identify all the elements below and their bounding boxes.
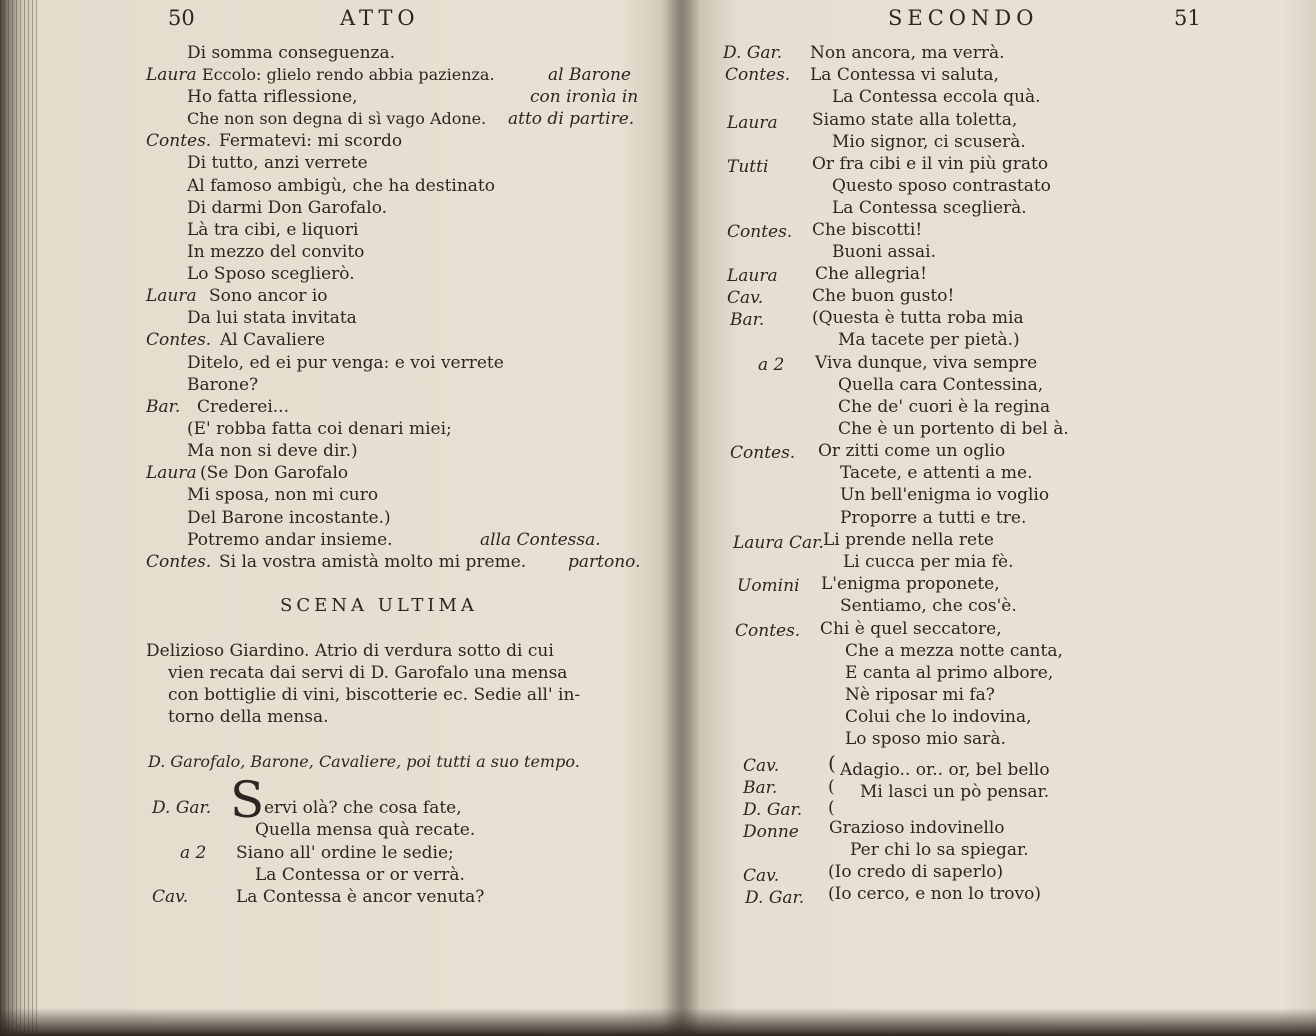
- running-head-right: SECONDO: [888, 6, 1039, 30]
- verse-line: Mi lasci un pò pensar.: [860, 782, 1050, 802]
- scene-description-line: vien recata dai servi di D. Garofalo una mensa: [168, 663, 568, 683]
- verse-line: Li cucca per mia fè.: [843, 552, 1014, 572]
- speaker-label: D. Gar.: [745, 888, 805, 908]
- verse-line: Mio signor, ci scuserà.: [832, 132, 1026, 152]
- verse-line: Proporre a tutti e tre.: [840, 508, 1027, 528]
- verse-line: Crederei...: [197, 397, 289, 417]
- verse-line: Colui che lo indovina,: [845, 707, 1032, 727]
- verse-line: Quella cara Contessina,: [838, 375, 1044, 395]
- characters-line: D. Garofalo, Barone, Cavaliere, poi tutti a suo tempo.: [148, 752, 580, 771]
- verse-line: Grazioso indovinello: [829, 818, 1005, 838]
- verse-line: Quella mensa quà recate.: [255, 820, 476, 840]
- verse-line: Or zitti come un oglio: [818, 441, 1006, 461]
- speaker-label: Tutti: [727, 157, 769, 177]
- stage-direction: al Barone: [548, 65, 631, 85]
- verse-line: Potremo andar insieme.: [187, 530, 393, 550]
- stage-direction: partono.: [568, 552, 641, 572]
- speaker-label: Contes.: [146, 131, 212, 151]
- verse-line: Che a mezza notte canta,: [845, 641, 1063, 661]
- verse-line: Per chi lo sa spiegar.: [850, 840, 1029, 860]
- bracket-mark: (: [828, 751, 836, 775]
- verse-line: Si la vostra amistà molto mi preme.: [219, 552, 527, 572]
- verse-line: Siamo state alla toletta,: [812, 110, 1018, 130]
- verse-line: Nè riposar mi fa?: [845, 685, 995, 705]
- scene-description-line: torno della mensa.: [168, 707, 329, 727]
- verse-line: La Contessa sceglierà.: [832, 198, 1027, 218]
- verse-line: Ma non si deve dir.): [187, 441, 358, 461]
- verse-line: (E' robba fatta coi denari miei;: [187, 419, 452, 439]
- speaker-label: Contes.: [730, 443, 796, 463]
- speaker-label: a 2: [758, 355, 785, 375]
- speaker-label: Bar.: [146, 397, 181, 417]
- speaker-label: Laura: [727, 113, 778, 133]
- verse-line: Non ancora, ma verrà.: [810, 43, 1005, 63]
- speaker-label: a 2: [180, 843, 207, 863]
- speaker-label: Laura: [146, 65, 197, 85]
- verse-line: Lo Sposo sceglierò.: [187, 264, 355, 284]
- bracket-mark: (: [828, 798, 835, 818]
- verse-line: Questo sposo contrastato: [832, 176, 1051, 196]
- running-head-left: ATTO: [340, 6, 420, 30]
- scene-description-line: con bottiglie di vini, biscotterie ec. Sedie all' in-: [168, 685, 581, 705]
- speaker-label: Contes.: [727, 222, 793, 242]
- verse-line: Da lui stata invitata: [187, 308, 357, 328]
- verse-line: Ma tacete per pietà.): [838, 330, 1020, 350]
- verse-line: Che non son degna di sì vago Adone.: [187, 109, 487, 128]
- speaker-label: Cav.: [743, 756, 780, 776]
- verse-line: In mezzo del convito: [187, 242, 365, 262]
- speaker-label: Contes.: [735, 621, 801, 641]
- verse-line: Or fra cibi e il vin più grato: [812, 154, 1049, 174]
- verse-line: Che buon gusto!: [812, 286, 955, 306]
- speaker-label: D. Gar.: [152, 798, 212, 818]
- bracket-mark: (: [828, 777, 835, 797]
- verse-line: Di somma conseguenza.: [187, 43, 396, 63]
- page-number-right: 51: [1174, 6, 1201, 30]
- speaker-label: Cav.: [152, 887, 189, 907]
- verse-line: Sono ancor io: [209, 286, 328, 306]
- speaker-label: Laura: [727, 266, 778, 286]
- verse-line: Ho fatta riflessione,: [187, 87, 358, 107]
- verse-line: Ditelo, ed ei pur venga: e voi verrete: [187, 353, 504, 373]
- scene-description-line: Delizioso Giardino. Atrio di verdura sotto di cui: [146, 641, 554, 661]
- verse-line: Sentiamo, che cos'è.: [840, 596, 1017, 616]
- verse-line: Che allegria!: [815, 264, 927, 284]
- verse-line: Barone?: [187, 375, 259, 395]
- verse-line: Al famoso ambigù, che ha destinato: [187, 176, 495, 196]
- verse-line: E canta al primo albore,: [845, 663, 1054, 683]
- verse-line: Eccolo: glielo rendo abbia pazienza.: [202, 65, 495, 84]
- verse-line: Che de' cuori è la regina: [838, 397, 1051, 417]
- verse-line: La Contessa vi saluta,: [810, 65, 999, 85]
- verse-line: (Se Don Garofalo: [200, 463, 349, 483]
- verse-line: (Io cerco, e non lo trovo): [828, 884, 1041, 904]
- page-edges: [0, 0, 40, 1036]
- speaker-label: Cav.: [743, 866, 780, 886]
- stage-direction: atto di partire.: [508, 109, 635, 129]
- verse-line: Un bell'enigma io voglio: [840, 485, 1050, 505]
- verse-line: Adagio.. or.. or, bel bello: [840, 760, 1050, 780]
- speaker-label: D. Gar.: [723, 43, 783, 63]
- verse-line: (Io credo di saperlo): [828, 862, 1004, 882]
- verse-line: Mi sposa, non mi curo: [187, 485, 379, 505]
- speaker-label: Laura: [146, 463, 197, 483]
- verse-line: Buoni assai.: [832, 242, 937, 262]
- verse-line: Là tra cibi, e liquori: [187, 220, 359, 240]
- speaker-label: Donne: [743, 822, 799, 842]
- verse-line: La Contessa or or verrà.: [255, 865, 465, 885]
- verse-line: Al Cavaliere: [220, 330, 326, 350]
- verse-line: ervi olà? che cosa fate,: [264, 798, 462, 818]
- verse-line: Li prende nella rete: [823, 530, 994, 550]
- stage-direction: alla Contessa.: [480, 530, 601, 550]
- speaker-label: Contes.: [725, 65, 791, 85]
- verse-line: Di tutto, anzi verrete: [187, 153, 368, 173]
- verse-line: La Contessa eccola quà.: [832, 87, 1041, 107]
- stage-direction: con ironìa in: [530, 87, 639, 107]
- book-gutter: [660, 0, 700, 1036]
- speaker-label: D. Gar.: [743, 800, 803, 820]
- verse-line: Di darmi Don Garofalo.: [187, 198, 388, 218]
- verse-line: (Questa è tutta roba mia: [812, 308, 1024, 328]
- verse-line: La Contessa è ancor venuta?: [236, 887, 485, 907]
- verse-line: Che biscotti!: [812, 220, 923, 240]
- scene-title: SCENA ULTIMA: [280, 595, 478, 616]
- speaker-label: Cav.: [727, 288, 764, 308]
- verse-line: L'enigma proponete,: [821, 574, 1000, 594]
- verse-line: Lo sposo mio sarà.: [845, 729, 1006, 749]
- verse-line: Chi è quel seccatore,: [820, 619, 1002, 639]
- speaker-label: Bar.: [743, 778, 778, 798]
- verse-line: Fermatevi: mi scordo: [219, 131, 403, 151]
- speaker-label: Laura Car.: [733, 533, 824, 553]
- verse-line: Che è un portento di bel à.: [838, 419, 1069, 439]
- verse-line: Viva dunque, viva sempre: [815, 353, 1038, 373]
- drop-cap: S: [230, 771, 265, 829]
- speaker-label: Bar.: [730, 310, 765, 330]
- verse-line: Del Barone incostante.): [187, 508, 391, 528]
- speaker-label: Uomini: [737, 576, 800, 596]
- verse-line: Siano all' ordine le sedie;: [236, 843, 454, 863]
- speaker-label: Contes.: [146, 330, 212, 350]
- page-number-left: 50: [168, 6, 195, 30]
- speaker-label: Contes.: [146, 552, 212, 572]
- speaker-label: Laura: [146, 286, 197, 306]
- verse-line: Tacete, e attenti a me.: [840, 463, 1033, 483]
- page-bottom-shadow: [0, 1008, 1316, 1036]
